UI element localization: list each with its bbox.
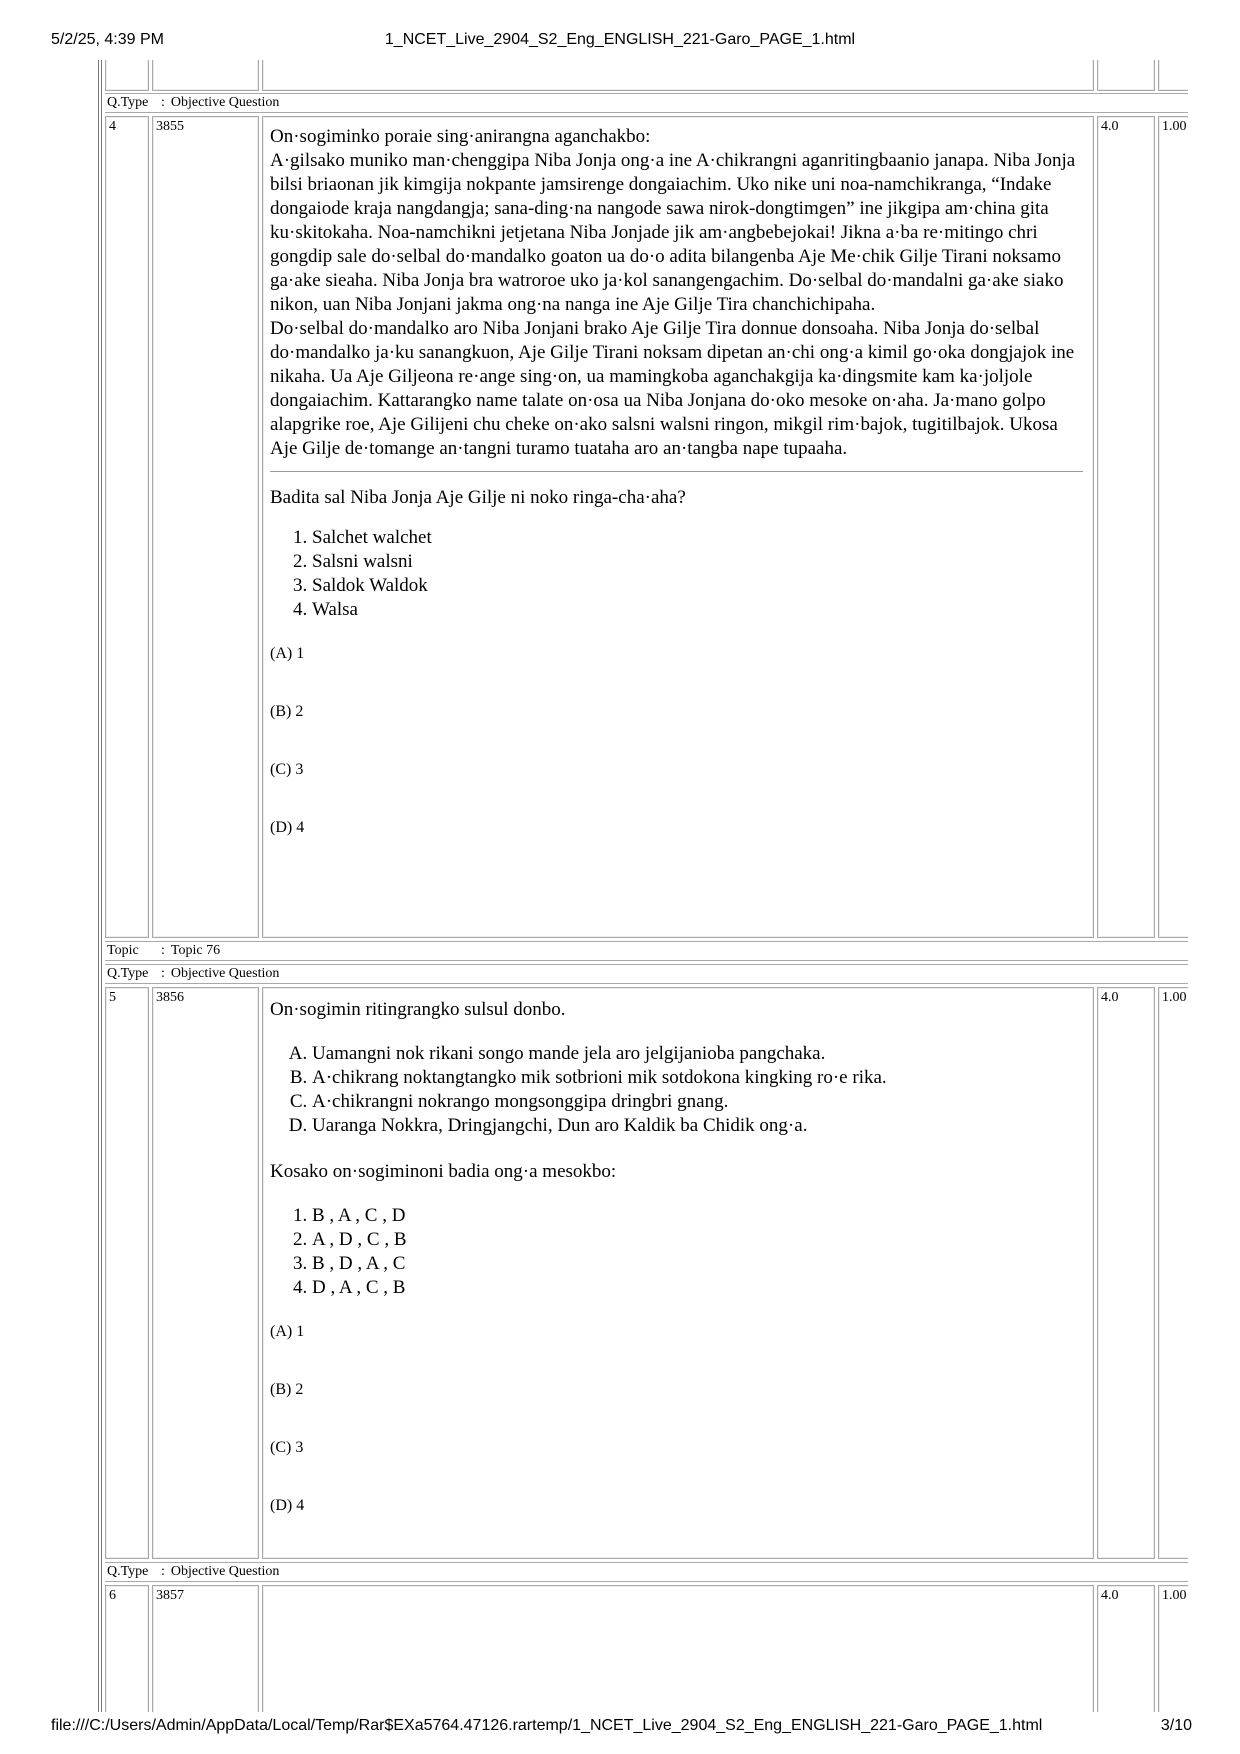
q4-option-b[interactable]: (B) 2: [270, 703, 304, 720]
topic-value: Topic 76: [170, 943, 221, 958]
q5-sno: 5: [109, 990, 116, 1005]
q4-negative-marks: 1.00: [1162, 119, 1187, 134]
q5-choice-item: 1. B , A , C , D: [312, 1204, 1083, 1228]
q4-qid-cell: [152, 116, 259, 938]
prev-sno-cell: [105, 60, 149, 91]
prev-marks-cell: [1097, 60, 1155, 91]
q5-option-a[interactable]: (A) 1: [270, 1323, 305, 1340]
print-page-number: 3/10: [1160, 1717, 1192, 1734]
q5-choice-list: [270, 1204, 1083, 1300]
q5-choice-item: 2. A , D , C , B: [312, 1228, 1083, 1252]
q5-option-d[interactable]: (D) 4: [270, 1497, 305, 1514]
q5-statement-list: [270, 1042, 1083, 1138]
q4-marks: 4.0: [1101, 119, 1119, 134]
q6-sno-cell: [105, 1585, 149, 1712]
q5-qid-cell: [152, 987, 259, 1559]
q5-statement-item: B. A·chikrang noktangtangko mik sotbrioni mik sotdokona kingking ro·e rika.: [312, 1066, 1083, 1090]
q5-order-prompt: Kosako on·sogiminoni badia ong·a mesokbo:: [270, 1161, 617, 1182]
q6-content-cell: [262, 1585, 1094, 1712]
separator: :: [161, 1564, 165, 1579]
q6-qid-cell: [152, 1585, 259, 1712]
q4-marks-cell: [1097, 116, 1155, 938]
q4-sno: 4: [109, 119, 116, 134]
separator: :: [161, 95, 165, 110]
qtype-value: Objective Question: [170, 966, 280, 981]
q4-qid: 3855: [156, 119, 184, 134]
print-footer: [0, 1717, 1240, 1739]
print-file-path: file:///C:/Users/Admin/AppData/Local/Temp/Rar$EXa5764.47126.rartemp/1_NCET_Live_2904_S2_Eng_ENGLISH_221-Garo_PAGE_1.html: [51, 1717, 1043, 1734]
q5-neg-cell: [1158, 987, 1188, 1559]
q4-question-prompt: Badita sal Niba Jonja Aje Gilje ni noko ringa-cha·aha?: [270, 487, 686, 508]
q4-passage-intro: On·sogiminko poraie sing·anirangna aganchakbo:: [270, 126, 651, 147]
q5-question-prompt: On·sogimin ritingrangko sulsul donbo.: [270, 999, 566, 1020]
q5-content-cell: [262, 987, 1094, 1559]
q4-choice-item: 2. Salsni walsni: [312, 550, 1083, 574]
q5-statement-item: D. Uaranga Nokkra, Dringjangchi, Dun aro Kaldik ba Chidik ong·a.: [312, 1114, 1083, 1138]
q4-content-cell: [262, 116, 1094, 938]
q5-statement-item: A. Uamangni nok rikani songo mande jela aro jelgijanioba pangchaka.: [312, 1042, 1083, 1066]
q5-choice-item: 3. B , D , A , C: [312, 1252, 1083, 1276]
q5-choice-item: 4. D , A , C , B: [312, 1276, 1083, 1300]
prev-content-cell: [262, 60, 1094, 91]
question-sheet: [98, 60, 1188, 1712]
qtype-line-q6: [105, 1562, 1188, 1582]
qtype-key: Q.Type: [107, 966, 149, 981]
qtype-value: Objective Question: [170, 95, 280, 110]
q5-marks: 4.0: [1101, 990, 1119, 1005]
q4-option-a[interactable]: (A) 1: [270, 645, 305, 662]
qtype-key: Q.Type: [107, 1564, 149, 1579]
print-header: [0, 31, 1240, 53]
q4-passage-paragraph-1: A·gilsako muniko man·chenggipa Niba Jonja ong·a ine A·chikrangni aganritingbaanio janapa. Niba Jonja bilsi briaonan jik kimgija nokpante jamsirenge dongaiachim. Uko nike uni noa-namchikranga, “Indake dongaiode kraja nangdangja; sana-ding·na nangode sawa nirok-dongtimgen” ine jikgipa am·china gita ku·skitokaha. Noa-namchikni jetjetana Niba Jonjade jik am·angbebejokai! Jikna a·ba re·mitingo chri gongdip sale do·selbal do·mandalko goaton ua do·o adita bilangenba Aje Me·chik Gilje Tirani noksamo ga·ake sieaha. Niba Jonja bra watroroe uko ja·kol sanangengachim. Do·selbal do·mandalni ga·ake siako nikon, uan Niba Jonjani jakma ong·na nanga ine Aje Gilje Tira chanchichipaha.: [270, 150, 1076, 315]
q4-divider: [270, 471, 1083, 472]
outer-rule-inner: [101, 60, 102, 1712]
q4-option-d[interactable]: (D) 4: [270, 819, 305, 836]
q5-negative-marks: 1.00: [1162, 990, 1187, 1005]
q5-qid: 3856: [156, 990, 184, 1005]
q6-qid: 3857: [156, 1588, 184, 1603]
q5-option-b[interactable]: (B) 2: [270, 1381, 304, 1398]
q5-statement-item: C. A·chikrangni nokrango mongsonggipa dringbri gnang.: [312, 1090, 1083, 1114]
q6-sno: 6: [109, 1588, 116, 1603]
q5-marks-cell: [1097, 987, 1155, 1559]
q6-marks-cell: [1097, 1585, 1155, 1712]
print-page-title: 1_NCET_Live_2904_S2_Eng_ENGLISH_221-Garo_PAGE_1.html: [384, 31, 856, 48]
q6-marks: 4.0: [1101, 1588, 1119, 1603]
outer-rule-left: [98, 60, 99, 1712]
q6-neg-cell: [1158, 1585, 1188, 1712]
separator: :: [161, 966, 165, 981]
q4-sno-cell: [105, 116, 149, 938]
prev-qid-cell: [152, 60, 259, 91]
print-datetime: 5/2/25, 4:39 PM: [51, 31, 164, 48]
qtype-line-q4: [105, 93, 1188, 113]
separator: :: [161, 943, 165, 958]
qtype-value: Objective Question: [170, 1564, 280, 1579]
q4-choice-list: [270, 526, 1083, 622]
q4-passage-paragraph-2: Do·selbal do·mandalko aro Niba Jonjani brako Aje Gilje Tira donnue donsoaha. Niba Jonja do·selbal do·mandalko ja·ku sanangkuon, Aje Gilje Tirani noksam dipetan an·chi ong·a kimil go·oka dongjajok ine nikaha. Ua Aje Giljeona re·ange sing·on, ua mamingkoba aganchakgija ka·dingsmite kam ka·joljole dongaiachim. Kattarangko name talate on·osa ua Niba Jonjana do·oko mesoke on·aha. Ja·mano golpo alapgrike roe, Aje Gilijeni chu cheke on·ako salsni walsni ringon, mikgil rim·bajok, tugitilbajok. Ukosa Aje Gilje de·tomange an·tangni turamo tuataha aro an·tangba nape tupaaha.: [270, 318, 1075, 459]
q5-option-c[interactable]: (C) 3: [270, 1439, 304, 1456]
q4-choice-item: 1. Salchet walchet: [312, 526, 1083, 550]
q4-neg-cell: [1158, 116, 1188, 938]
q4-choice-item: 3. Saldok Waldok: [312, 574, 1083, 598]
qtype-line-q5: [105, 964, 1188, 984]
q4-option-c[interactable]: (C) 3: [270, 761, 304, 778]
q6-negative-marks: 1.00: [1162, 1588, 1187, 1603]
topic-line: [105, 941, 1188, 961]
qtype-key: Q.Type: [107, 95, 149, 110]
q4-choice-item: 4. Walsa: [312, 598, 1083, 622]
prev-neg-cell: [1158, 60, 1188, 91]
topic-key: Topic: [107, 943, 139, 958]
q5-sno-cell: [105, 987, 149, 1559]
